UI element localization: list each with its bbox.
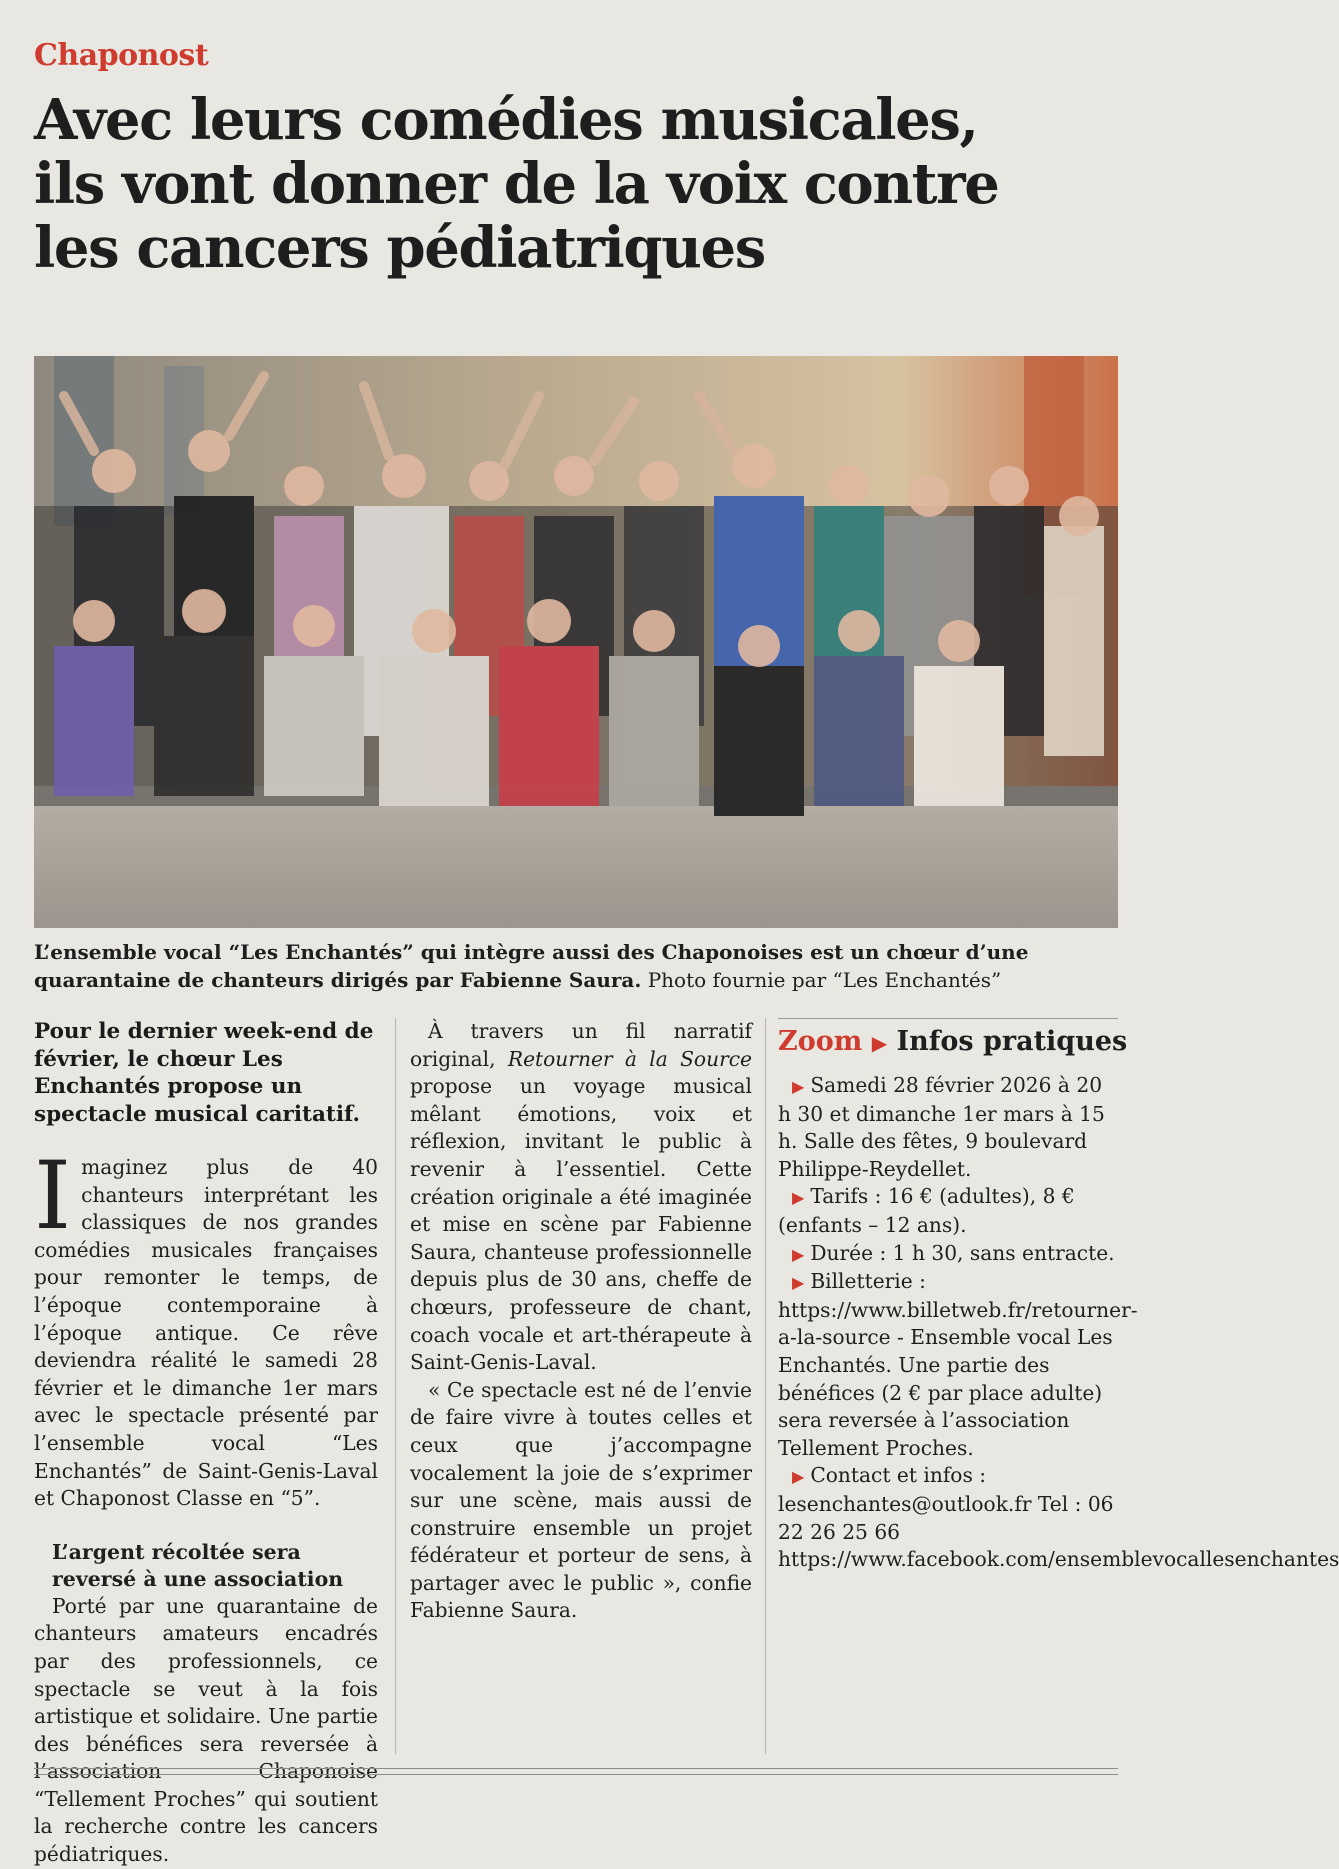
photo-caption	[34, 938, 1118, 994]
info-item	[778, 1462, 1339, 1573]
article-paragraph	[34, 1142, 378, 1513]
bottom-rule	[34, 1774, 1118, 1775]
column-divider	[765, 1018, 766, 1754]
triangle-bullet-icon: ▶	[792, 1273, 805, 1293]
article-chapo: Pour le dernier week-end de février, le chœur Les Enchantés propose un spectacle musical caritatif.	[34, 1019, 374, 1127]
article-paragraph: « Ce spectacle est né de l’envie de faire vivre à toutes celles et ceux que j’accompagne vocalement la joie de s’exprimer sur une scène, mais aussi de construire ensemble un projet fédérateur et porteur de sens, à partager avec le public », confie Fabienne Saura.	[410, 1377, 752, 1623]
article-column-2	[410, 1018, 752, 1625]
info-item	[778, 1268, 1138, 1462]
article-subhead: L’argent récoltée sera reversé à une association	[52, 1539, 344, 1591]
article-column-1	[34, 1018, 378, 1869]
info-text: Billetterie : https://www.billetweb.fr/retourner-a-la-source - Ensemble vocal Les Enchantés. Une partie des bénéfices (2 € par place adulte) sera reversée à l’association Tellement Proches.	[778, 1269, 1138, 1460]
zoom-box	[778, 1018, 1339, 1574]
headline-line: Avec leurs comédies musicales,	[34, 87, 978, 153]
triangle-bullet-icon: ▶	[792, 1188, 805, 1208]
triangle-bullet-icon: ▶	[792, 1244, 805, 1264]
group-photo	[34, 356, 1118, 928]
triangle-bullet-icon: ▶	[792, 1467, 805, 1487]
paragraph-text: À travers un fil narratif original,	[410, 1019, 752, 1071]
info-text: Durée : 1 h 30, sans entracte.	[810, 1240, 1115, 1265]
zoom-label: Zoom	[778, 1026, 863, 1057]
photo-credit: Photo fournie par “Les Enchantés”	[647, 968, 1002, 992]
zoom-header	[778, 1018, 1128, 1060]
bottom-rule	[34, 1768, 1118, 1769]
article-kicker: Chaponost	[34, 38, 209, 73]
group-photo-illustration	[34, 356, 1118, 928]
zoom-title: Infos pratiques	[896, 1026, 1128, 1057]
headline-line: les cancers pédiatriques	[34, 215, 765, 281]
caption-text: L’ensemble vocal “Les Enchantés” qui intègre aussi des Chaponoises est un chœur d’une quarantaine de chanteurs dirigés par Fabienne Saura.	[34, 940, 1029, 992]
info-item	[778, 1183, 1118, 1239]
triangle-bullet-icon: ▶	[792, 1077, 805, 1096]
show-title: Retourner à la Source	[507, 1046, 752, 1071]
info-text: Tarifs : 16 € (adultes), 8 € (enfants – 12 ans).	[778, 1184, 1075, 1237]
paragraph-text: maginez plus de 40 chanteurs interprétant les classiques de nos grandes comédies musicales françaises pour remonter le temps, de l’époque contemporaine à l’époque antique. Ce rêve deviendra réalité le samedi 28 février et le dimanche 1er mars avec le spectacle présenté par l’ensemble vocal “Les Enchantés” de Saint-Genis-Laval et Chaponost Classe en “5”.	[34, 1155, 378, 1511]
info-item	[778, 1072, 1118, 1183]
info-text: Samedi 28 février 2026 à 20 h 30 et dimanche 1er mars à 15 h. Salle des fêtes, 9 boulevard Philippe-Reydellet.	[778, 1073, 1105, 1181]
drop-cap: I	[34, 1142, 72, 1251]
info-text: Contact et infos : lesenchantes@outlook.fr Tel : 06 22 26 25 66 https://www.facebook.com/ensemblevocallesenchantes	[778, 1463, 1339, 1572]
article-paragraph	[410, 1018, 752, 1377]
article-paragraph: Porté par une quarantaine de chanteurs amateurs encadrés par des professionnels, ce spectacle se veut à la fois artistique et solidaire. Une partie des bénéfices sera reversée à l’association Chaponoise “Tellement Proches” qui soutient la recherche contre les cancers pédiatriques.	[34, 1593, 378, 1867]
triangle-right-icon: ▶	[871, 1031, 888, 1055]
column-divider	[395, 1018, 396, 1754]
info-item	[778, 1240, 1118, 1269]
headline-line: ils vont donner de la voix contre	[34, 151, 999, 217]
paragraph-text: propose un voyage musical mêlant émotions, voix et réflexion, invitant le public à revenir à l’essentiel. Cette création originale a été imaginée et mise en scène par Fabienne Saura, chanteuse professionnelle depuis plus de 30 ans, cheffe de chœurs, professeure de chant, coach vocale et art-thérapeute à Saint-Genis-Laval.	[410, 1074, 752, 1375]
article-headline	[34, 88, 1114, 280]
